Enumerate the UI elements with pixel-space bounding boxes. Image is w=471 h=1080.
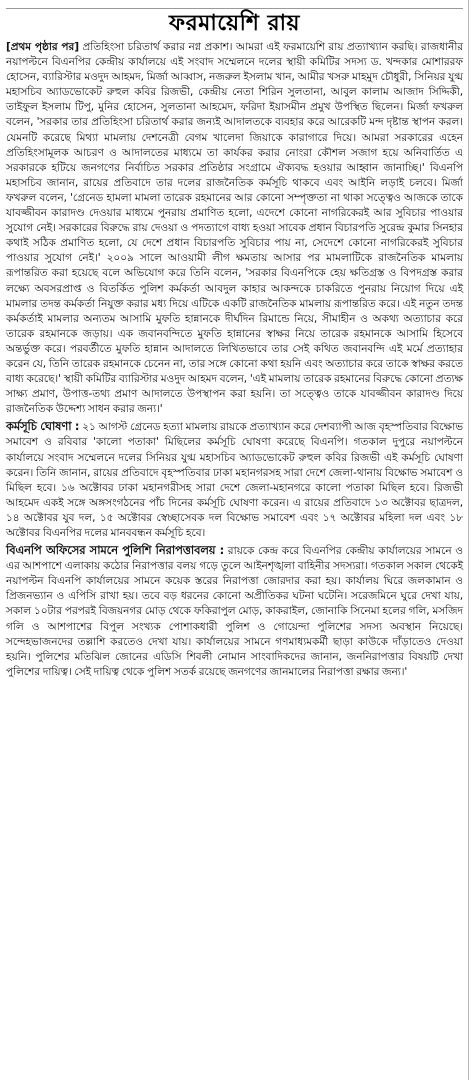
column-divider (468, 0, 469, 1080)
program-announcement-subhead: কর্মসূচি ঘোষণা : (6, 419, 80, 434)
paragraph-intro (6, 40, 463, 417)
top-cut-strip (6, 0, 463, 9)
paragraph-police-security (6, 543, 463, 680)
program-announcement-text: ২১ আগস্ট গ্রেনেড হত্যা মামলায় রায়কে প্রত্যাখ্যান করে দেশব্যাপী আজ বৃহস্পতিবার বিক্ষোভ সমাবেশ ও রবিবার 'কালো পতাকা' মিছিলের কর্মসূচি ঘোষণা করেছে বিএনপি। গতকাল দুপুরে নয়াপল্টনে কার্যালয়ে সংবাদ সম্মেলনে দলের সিনিয়র যুগ্ম মহাসচিব অ্যাডভোকেট রুহুল কবির রিজভী এই কর্মসূচি ঘোষণা করেন। তিনি জানান, রায়ের প্রতিবাদে বৃহস্পতিবার ঢাকা মহানগরসহ সারা দেশে জেলা-থানায় বিক্ষোভ সমাবেশ ও মিছিল হবে। ১৬ অক্টোবর ঢাকা মহানগরীসহ সারা দেশে জেলা-মহানগরে কালো পতাকা মিছিল হবে। রিজভী আহমেদ একই সঙ্গে অঙ্গসংগঠনের পাঁচ দিনের কর্মসূচি ঘোষণা করেন। এ রায়ের প্রতিবাদে ১৩ অক্টোবর ছাত্রদল, ১৪ অক্টোবর যুব দল, ১৫ অক্টোবর স্বেচ্ছাসেবক দল বিক্ষোভ সমাবেশ এবং ১৭ অক্টোবর মহিলা দল এবং ১৮ অক্টোবর বিএনপির দলের মানববন্ধন কর্মসূচি হবে। (6, 421, 463, 539)
headline-container (6, 11, 463, 37)
paragraph-intro-text: প্রতিহিংসা চরিতার্থ করার নগ্ন প্রকাশ। আমরা এই ফরমায়েশি রায় প্রত্যাখ্যান করছি। রাজধানীর নয়াপল্টনে বিএনপির কেন্দ্রীয় কার্যালয়ে এই সংবাদ সম্মেলনে দলের স্থায়ী কমিটির সদস্য ড. খন্দকার মোশাররফ হোসেন, ব্যারিস্টার মওদুদ আহমদ, মির্জা আব্বাস, নজরুল ইসলাম খান, আমীর খসরু মাহমুদ চৌধুরী, সিনিয়র যুগ্ম মহাসচিব অ্যাডভোকেট রুহুল কবির রিজভী, কেন্দ্রীয় নেতা শিরিন সুলতানা, আবুল কালাম আজাদ সিদ্দিকী, তাইফুল ইসলাম টিপু, মুনির হোসেন, সুলতানা আহমেদ, ফরিদা ইয়াসমীন প্রমুখ উপস্থিত ছিলেন। মির্জা ফখরুল বলেন, 'সরকার তার প্রতিহিংসা চরিতার্থ করার জন্যই আদালতকে ব্যবহার করে আরেকটি মন্দ দৃষ্টান্ত স্থাপন করল। যেমনটি করেছে মিথ্যা মামলায় দেশনেত্রী বেগম খালেদা জিয়াকে কারাগারে দিয়ে। আমরা সরকারের এহেন প্রতিহিংসামূলক আচরণ ও আদালতের মাধ্যমে তা কার্যকর করার নোংরা কৌশল সজাগ হয়ে অনিবার্তিত এ সরকারকে হটিয়ে জনগণের নির্বাচিত সরকার প্রতিষ্ঠার সংগ্রামে ঐক্যবদ্ধ হওয়ার আহ্বান জানাচ্ছি।' বিএনপি মহাসচিব জানান, রায়ের প্রতিবাদে তার দলের রাজনৈতিক কর্মসূচি থাকবে এবং আইনি লড়াই চলবে। মির্জা ফখরুল বলেন, 'গ্রেনেড হামলা মামলা তারেক রহমানের আর কোনো সম্পৃক্ততা না থাকা সত্ত্বেও আজকে তাকে যাবজ্জীবন কারাদণ্ড দেওয়ার মাধ্যমে পুনরায় প্রমাণিত হলো, এদেশে কোনো নাগরিকেরই আর সুবিচার পাওয়ার সুযোগ নেই। সরকারের বিরুদ্ধে রায় দেওয়া ও পদত্যাগে বাধ্য হওয়া সাবেক প্রধান বিচারপতি সুরেন্দ্র কুমার সিনহার কথাই সঠিক প্রমাণিত হলো, যে দেশে প্রধান বিচারপতি সুবিচার পায় না, সেদেশে কোনো নাগরিকেরই সুবিচার পাওয়ার সুযোগ নেই।' ২০০৯ সালে আওয়ামী লীগ ক্ষমতায় আসার পর মামলাটিকে রাজনৈতিক মামলায় রূপান্তরিত করা হয়েছে বলে অভিযোগ করে তিনি বলেন, 'সরকার বিএনপিকে হেয় ক্ষতিগ্রস্ত ও বিপদগ্রস্ত করার লক্ষ্যে অবসরপ্রাপ্ত ও বিতর্কিত পুলিশ কর্মকর্তা আবদুল কাহার আকন্দকে চাকরিতে পুনরায় নিয়োগ দিয়ে এই মামলার তদন্ত কর্মকর্তা নিযুক্ত করার মধ্য দিয়ে এটিকে একটি রাজনৈতিক মামলায় রূপান্তরিত করে। এই নতুন তদন্ত কর্মকর্তাই মামলার অন্যতম আসামি মুফতি হান্নানকে দীর্ঘদিন রিমান্ডে নিয়ে, সীমাহীন ও অকথ্য অত্যাচার করে তারেক রহমানকে জড়ায়। এক জবানবন্দিতে মুফতি হান্নানের স্বাক্ষর নিয়ে তারেক রহমানকে আসামি হিসেবে অন্তর্ভুক্ত করে। পরবর্তীতে মুফতি হান্নান আদালতে লিখিতভাবে তার সেই কথিত জবানবন্দি এই মর্মে প্রত্যাহার করেন যে, তিনি তারেক রহমানকে চেনেন না, তার সঙ্গে কোনো কথা হয়নি এবং অত্যাচার করে তাকে স্বাক্ষর করতে বাধ্য করেছে।' স্থায়ী কমিটির ব্যারিস্টার মওদুদ আহমদ বলেন, 'এই মামলায় তারেক রহমানের বিরুদ্ধে কোনো প্রত্যক্ষ সাক্ষ্য প্রমাণ, উপাত্ত-তথ্য প্রমাণ আদালতে উপস্থাপন করা হয়নি। তা সত্ত্বেও তাকে যাবজ্জীবন কারাদণ্ড দিয়ে রাজনৈতিক উদ্দেশ্য সাধন করার জন্য।' (6, 41, 463, 416)
police-security-text: রায়কে কেন্দ্র করে বিএনপির কেন্দ্রীয় কার্যালয়ের সামনে ও এর আশপাশে এলাকায় কঠোর নিরাপত্তার বলয় গড়ে তুলে আইনশৃঙ্খলা বাহিনীর সদস্যরা। গতকাল সকাল থেকেই নয়াপল্টন বিএনপি কার্যালয়ের সামনে কয়েক স্তরের নিরাপত্তা জোরদার করা হয়। কার্যালয় ঘিরে জলকামান ও প্রিজনভ্যান ও এপিসি রাখা হয়। তবে বড় ধরনের কোনো অপ্রীতিকর ঘটনা ঘটেনি। সরেজমিনে ঘুরে দেখা যায়, সকাল ১০টার পরপরই বিজয়নগর মোড় থেকে ফকিরাপুল মোড়, কাকরাইল, জোনাকি সিনেমা হলের গলি, মসজিদ গলি ও আশপাশের বিপুল সংখ্যক পোশাকধারী পুলিশ ও গোয়েন্দা পুলিশের সদস্য অবস্থান নিয়েছে। সন্দেহভাজনদের তল্লাশি করতেও দেখা যায়। কার্যালয়ের সামনে গণমাধ্যমকর্মী ছাড়া কাউকে দাঁড়াতেও দেওয়া হয়নি। পুলিশের মতিঝিল জোনের এডিসি শিবলী নোমান সাংবাদিকদের জানান, জননিরাপত্তার বিষয়টি দেখা পুলিশের দায়িত্ব। সেই দায়িত্ব থেকে পুলিশ সতর্ক রয়েছে জনগণের জানমালের নিরাপত্তা রক্ষার জন্য।' (6, 545, 463, 678)
article-headline: ফরমায়েশি রায় (169, 11, 300, 36)
continued-label: [প্রথম পৃষ্ঠার পর] (6, 41, 79, 53)
paragraph-program-announcement (6, 419, 463, 541)
article-body (6, 40, 463, 680)
police-security-subhead: বিএনপি অফিসের সামনে পুলিশি নিরাপত্তাবলয় : (6, 543, 225, 558)
